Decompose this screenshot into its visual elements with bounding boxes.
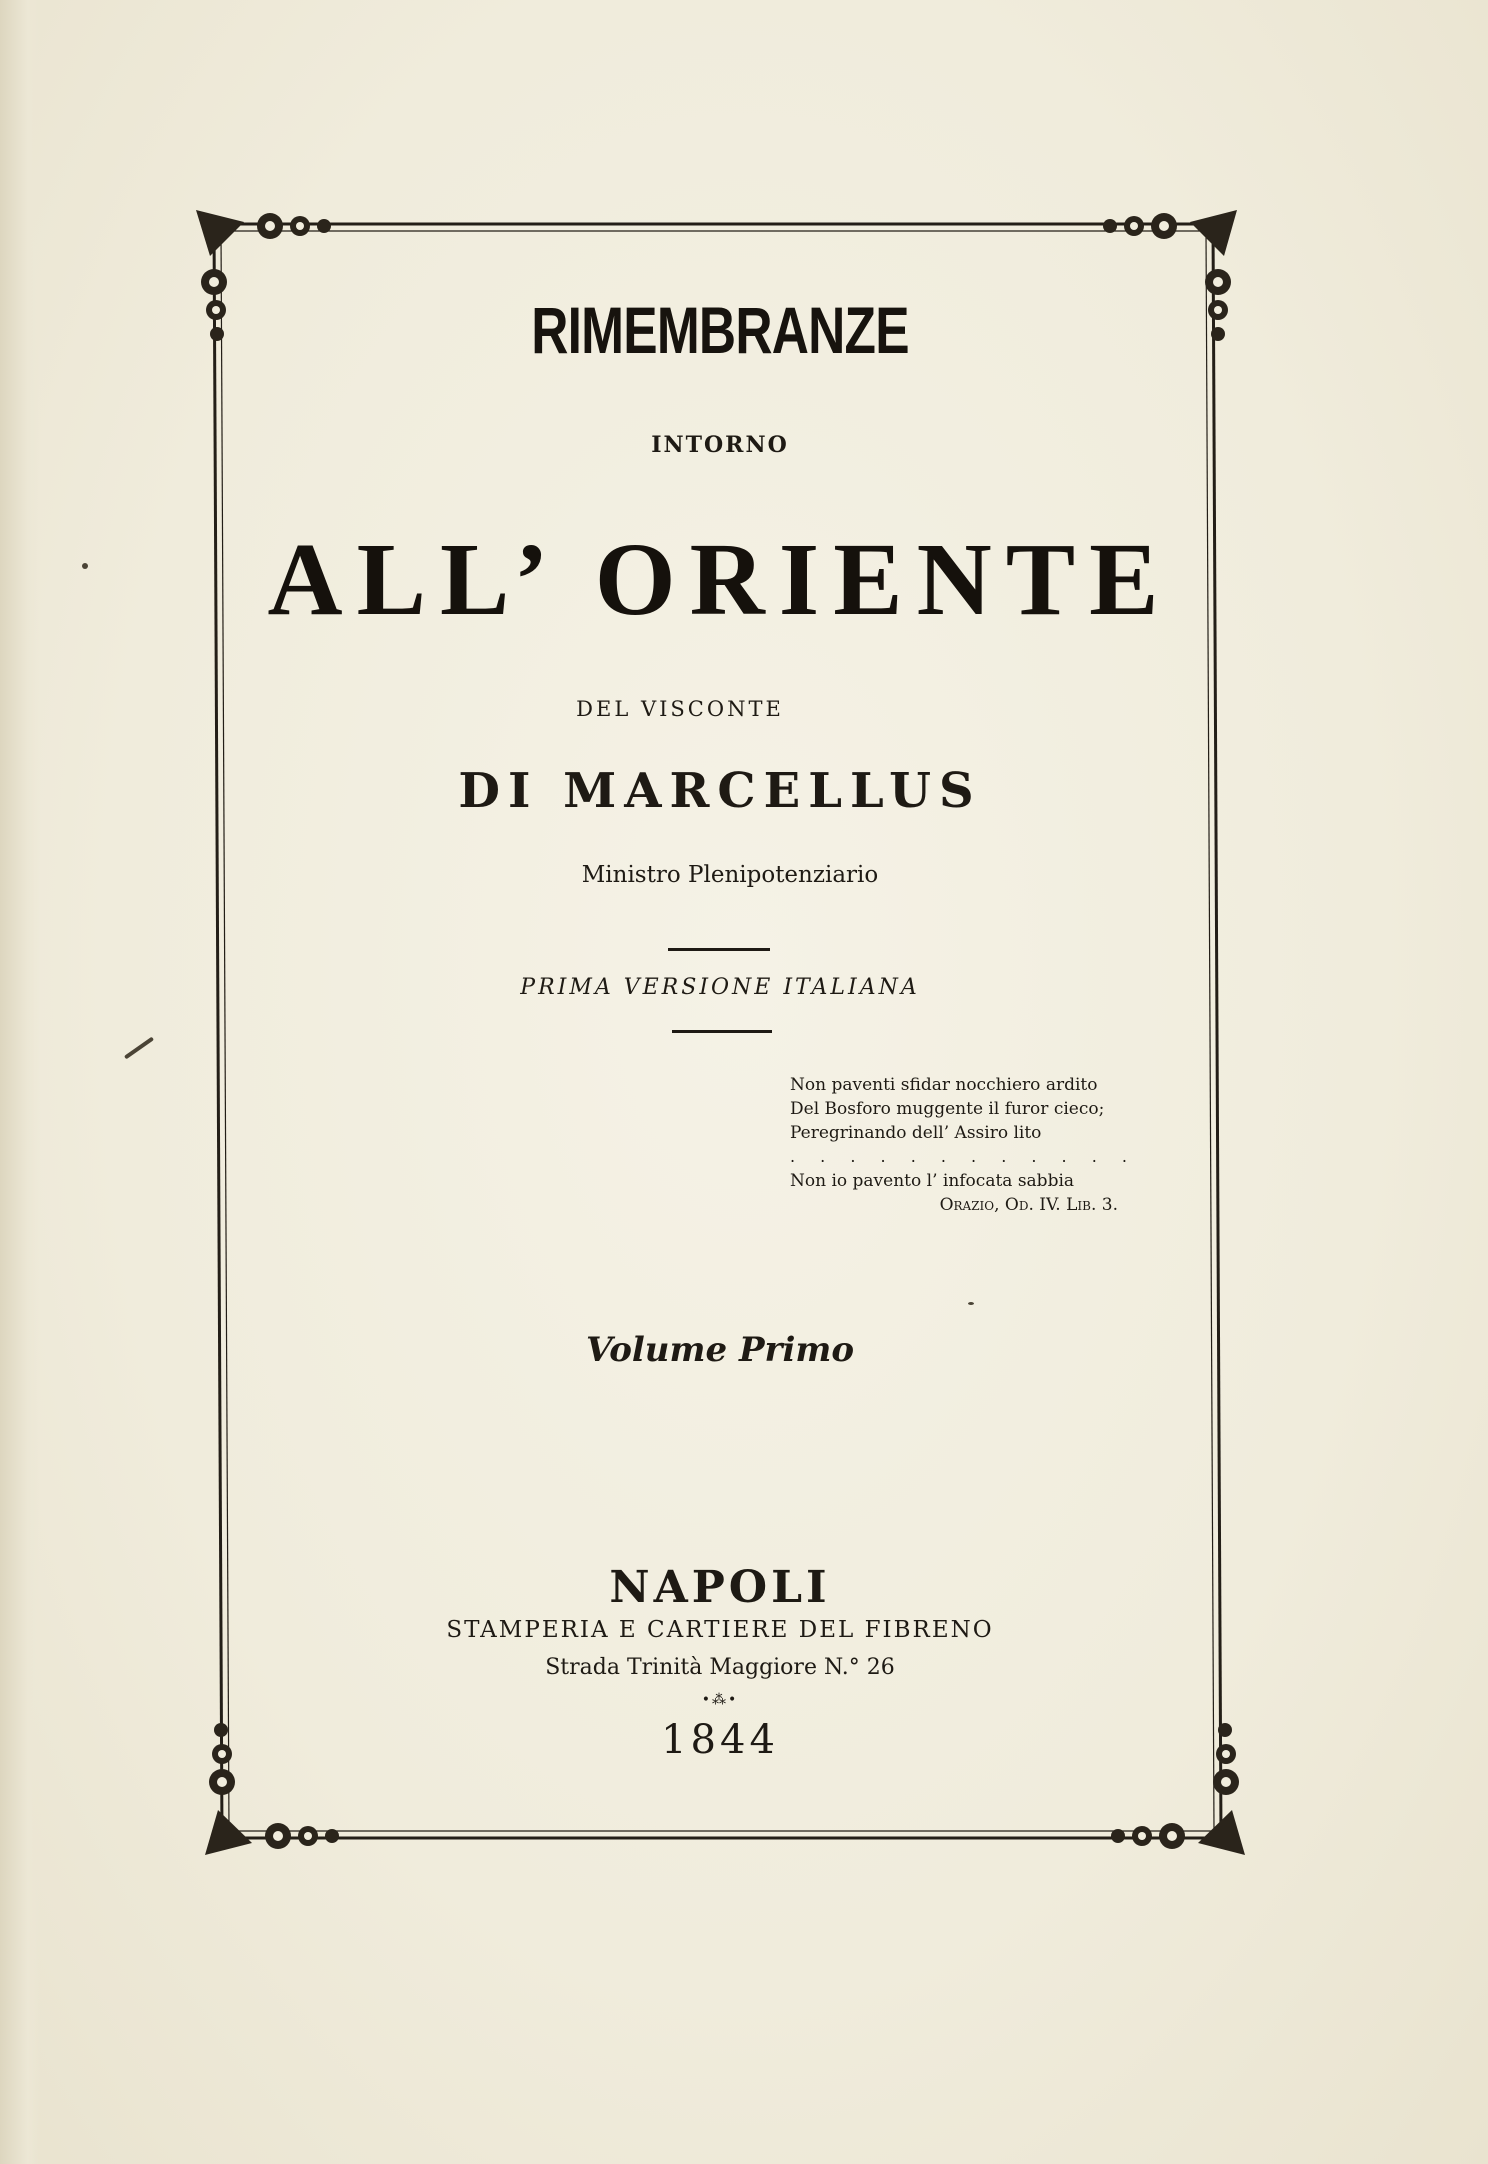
divider-bottom (672, 1030, 772, 1033)
imprint-ornament: •⁂• (701, 1692, 739, 1708)
author-name: DI MARCELLUS (458, 763, 982, 819)
imprint-printer: STAMPERIA E CARTIERE DEL FIBRENO (446, 1617, 994, 1643)
main-title: RIMEMBRANZE (531, 293, 909, 367)
epigraph (790, 1073, 1190, 1217)
title-connector: INTORNO (651, 432, 789, 458)
epigraph-line: Peregrinando dell’ Assiro lito (790, 1123, 1042, 1143)
paper-speck (82, 563, 88, 569)
volume-label: Volume Primo (585, 1330, 855, 1370)
imprint-city: NAPOLI (609, 1562, 831, 1613)
epigraph-ellipsis: . . . . . . . . . . . . (790, 1147, 1137, 1166)
subject-title: ALL’ ORIENTE (267, 522, 1173, 637)
author-prefix: DEL VISCONTE (576, 697, 784, 721)
edition-note: PRIMA VERSIONE ITALIANA (520, 975, 920, 1000)
epigraph-line: Non paventi sfidar nocchiero ardito (790, 1075, 1098, 1095)
divider-top (668, 948, 770, 951)
corner-ornament-top-right-icon (1103, 210, 1237, 341)
author-role: Ministro Plenipotenziario (581, 862, 879, 888)
epigraph-line: Del Bosforo muggente il furor cieco; (790, 1099, 1105, 1119)
epigraph-line: Non io pavento l’ infocata sabbia (790, 1171, 1075, 1191)
corner-ornament-top-left-icon (196, 210, 331, 341)
imprint-address: Strada Trinità Maggiore N.° 26 (545, 1655, 895, 1680)
paper-speck (968, 1302, 974, 1305)
epigraph-attribution: Orazio, Od. IV. Lib. 3. (939, 1195, 1118, 1215)
imprint-year: 1844 (661, 1717, 779, 1763)
